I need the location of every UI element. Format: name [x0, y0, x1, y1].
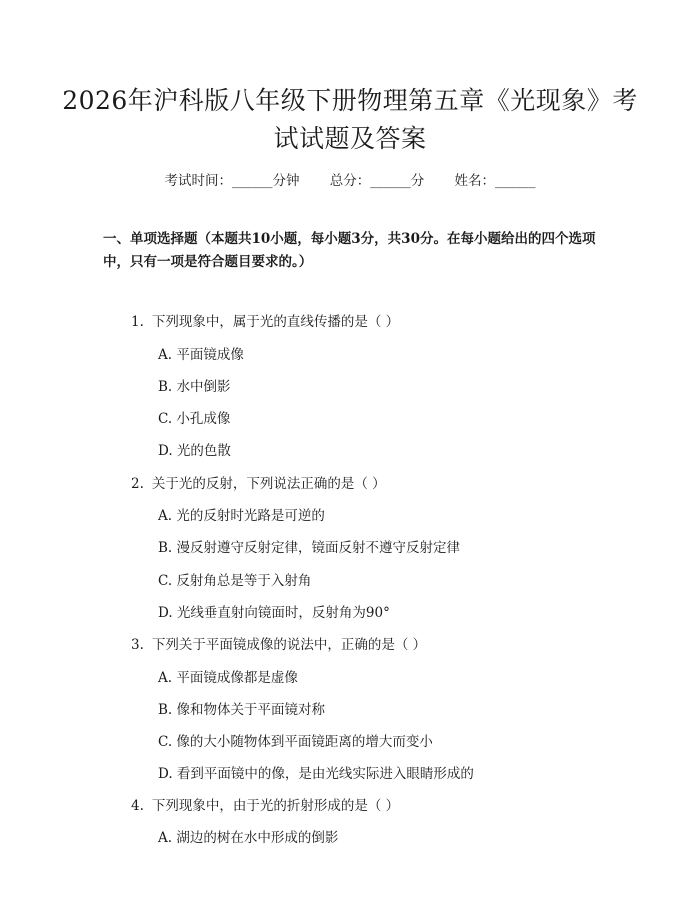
- question-1-option-c: C. 小孔成像: [158, 411, 231, 427]
- question-1-option-b: B. 水中倒影: [158, 379, 231, 395]
- question-2-option-c: C. 反射角总是等于入射角: [158, 573, 312, 589]
- section-heading: 一、单项选择题（本题共10小题，每小题3分，共30分。在每小题给出的四个选项中，只有一项是符合题目要求的。）: [103, 231, 596, 270]
- total-score-field: 总分：______分: [329, 173, 425, 189]
- question-number: 1.: [131, 314, 144, 330]
- question-1-option-d: D. 光的色散: [158, 443, 231, 459]
- question-3-option-d: D. 看到平面镜中的像，是由光线实际进入眼睛形成的: [158, 766, 474, 782]
- question-3-option-c: C. 像的大小随物体到平面镜距离的增大而变小: [158, 734, 433, 750]
- question-4-option-a: A. 湖边的树在水中形成的倒影: [158, 830, 339, 846]
- question-3-option-b: B. 像和物体关于平面镜对称: [158, 702, 326, 718]
- question-3-option-a: A. 平面镜成像都是虚像: [158, 670, 298, 686]
- question-2: [131, 472, 386, 492]
- question-4: [131, 794, 399, 814]
- document-title: 2026年沪科版八年级下册物理第五章《光现象》考试试题及答案: [62, 86, 638, 153]
- exam-info-line: [0, 169, 700, 189]
- question-2-option-d: D. 光线垂直射向镜面时，反射角为90°: [158, 605, 390, 621]
- question-2-option-a: A. 光的反射时光路是可逆的: [158, 508, 325, 524]
- student-name-field: 姓名：______: [454, 173, 536, 189]
- question-number: 3.: [131, 637, 144, 653]
- question-text: 关于光的反射，下列说法正确的是（ ）: [151, 476, 386, 492]
- question-2-option-b: B. 漫反射遵守反射定律，镜面反射不遵守反射定律: [158, 540, 461, 556]
- question-text: 下列关于平面镜成像的说法中，正确的是（ ）: [151, 637, 427, 653]
- question-3: [131, 633, 426, 653]
- question-1-option-a: A. 平面镜成像: [158, 347, 244, 363]
- question-number: 4.: [131, 798, 144, 814]
- question-1: [131, 310, 399, 330]
- question-text: 下列现象中，由于光的折射形成的是（ ）: [151, 798, 400, 814]
- exam-time-field: 考试时间：______分钟: [164, 173, 300, 189]
- question-text: 下列现象中，属于光的直线传播的是（ ）: [151, 314, 400, 330]
- question-number: 2.: [131, 476, 144, 492]
